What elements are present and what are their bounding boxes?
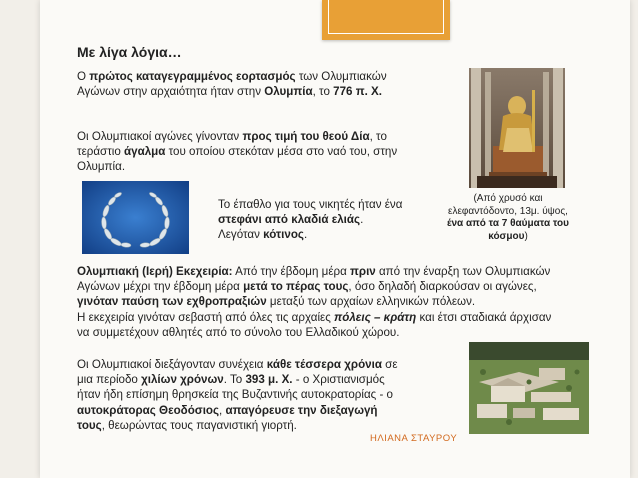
paragraph-truce: Ολυμπιακή (Ιερή) Εκεχειρία: Από την έβδομη μέρα πριν από την έναρξη των Ολυμπιακών Αγώνων μέχρι την έβδομη μέρα μετά το πέρας τους, όσο δηλαδή διαρκούσαν οι αγώνες, γινόταν παύση των εχθροπραξιών μεταξύ των αρχαίων ελληνικών πόλεων. Η εκεχειρία γινόταν σεβαστή από όλες τις αρχαίες πόλεις – κράτη και έτσι σταδιακά άρχισαν να συμμετέχουν αθλητές από το σύνολο του Ελλαδικού χώρου. — [77, 265, 552, 339]
paragraph-end: Οι Ολυμπιακοί διεξάγονταν συνέχεια κάθε τέσσερα χρόνια σε μια περίοδο χιλίων χρόνων. Το 393 μ. Χ. - ο Χριστιανισμός ήταν ήδη επίσημη θρησκεία της Βυζαντινής αυτοκρατορίας - ο αυτοκράτορας Θεοδόσιος, απαγόρευσε την διεξαγωγή τους, θεωρώντας τους παγανιστική γιορτή. — [77, 358, 398, 432]
zeus-statue-image — [469, 68, 565, 188]
olympia-model-image — [469, 342, 589, 434]
decorative-tab — [322, 0, 450, 40]
paragraph-prize: Το έπαθλο για τους νικητές ήταν ένα στεφάνι από κλαδιά ελιάς. Λεγόταν κότινος. — [218, 198, 403, 242]
paragraph-first-celebration: Ο πρώτος καταγεγραμμένος εορτασμός των Ολυμπιακών Αγώνων στην αρχαιότητα ήταν στην Ολυμπία, το 776 π. Χ. — [77, 70, 387, 99]
statue-caption: (Από χρυσό και ελεφαντόδοντο, 13μ. ύψος, ένα από τα 7 θαύματα του κόσμου) — [446, 193, 569, 242]
paragraph-zeus: Οι Ολυμπιακοί αγώνες γίνονταν προς τιμή του θεού Δία, το τεράστιο άγαλμα του οποίου στεκόταν μέσα στο ναό του, στην Ολυμπία. — [77, 130, 398, 174]
slide-title: Με λίγα λόγια… — [77, 44, 182, 60]
olive-wreath-image — [82, 181, 189, 254]
author-signature: ΗΛΙΑΝΑ ΣΤΑΥΡΟΥ — [370, 433, 458, 444]
